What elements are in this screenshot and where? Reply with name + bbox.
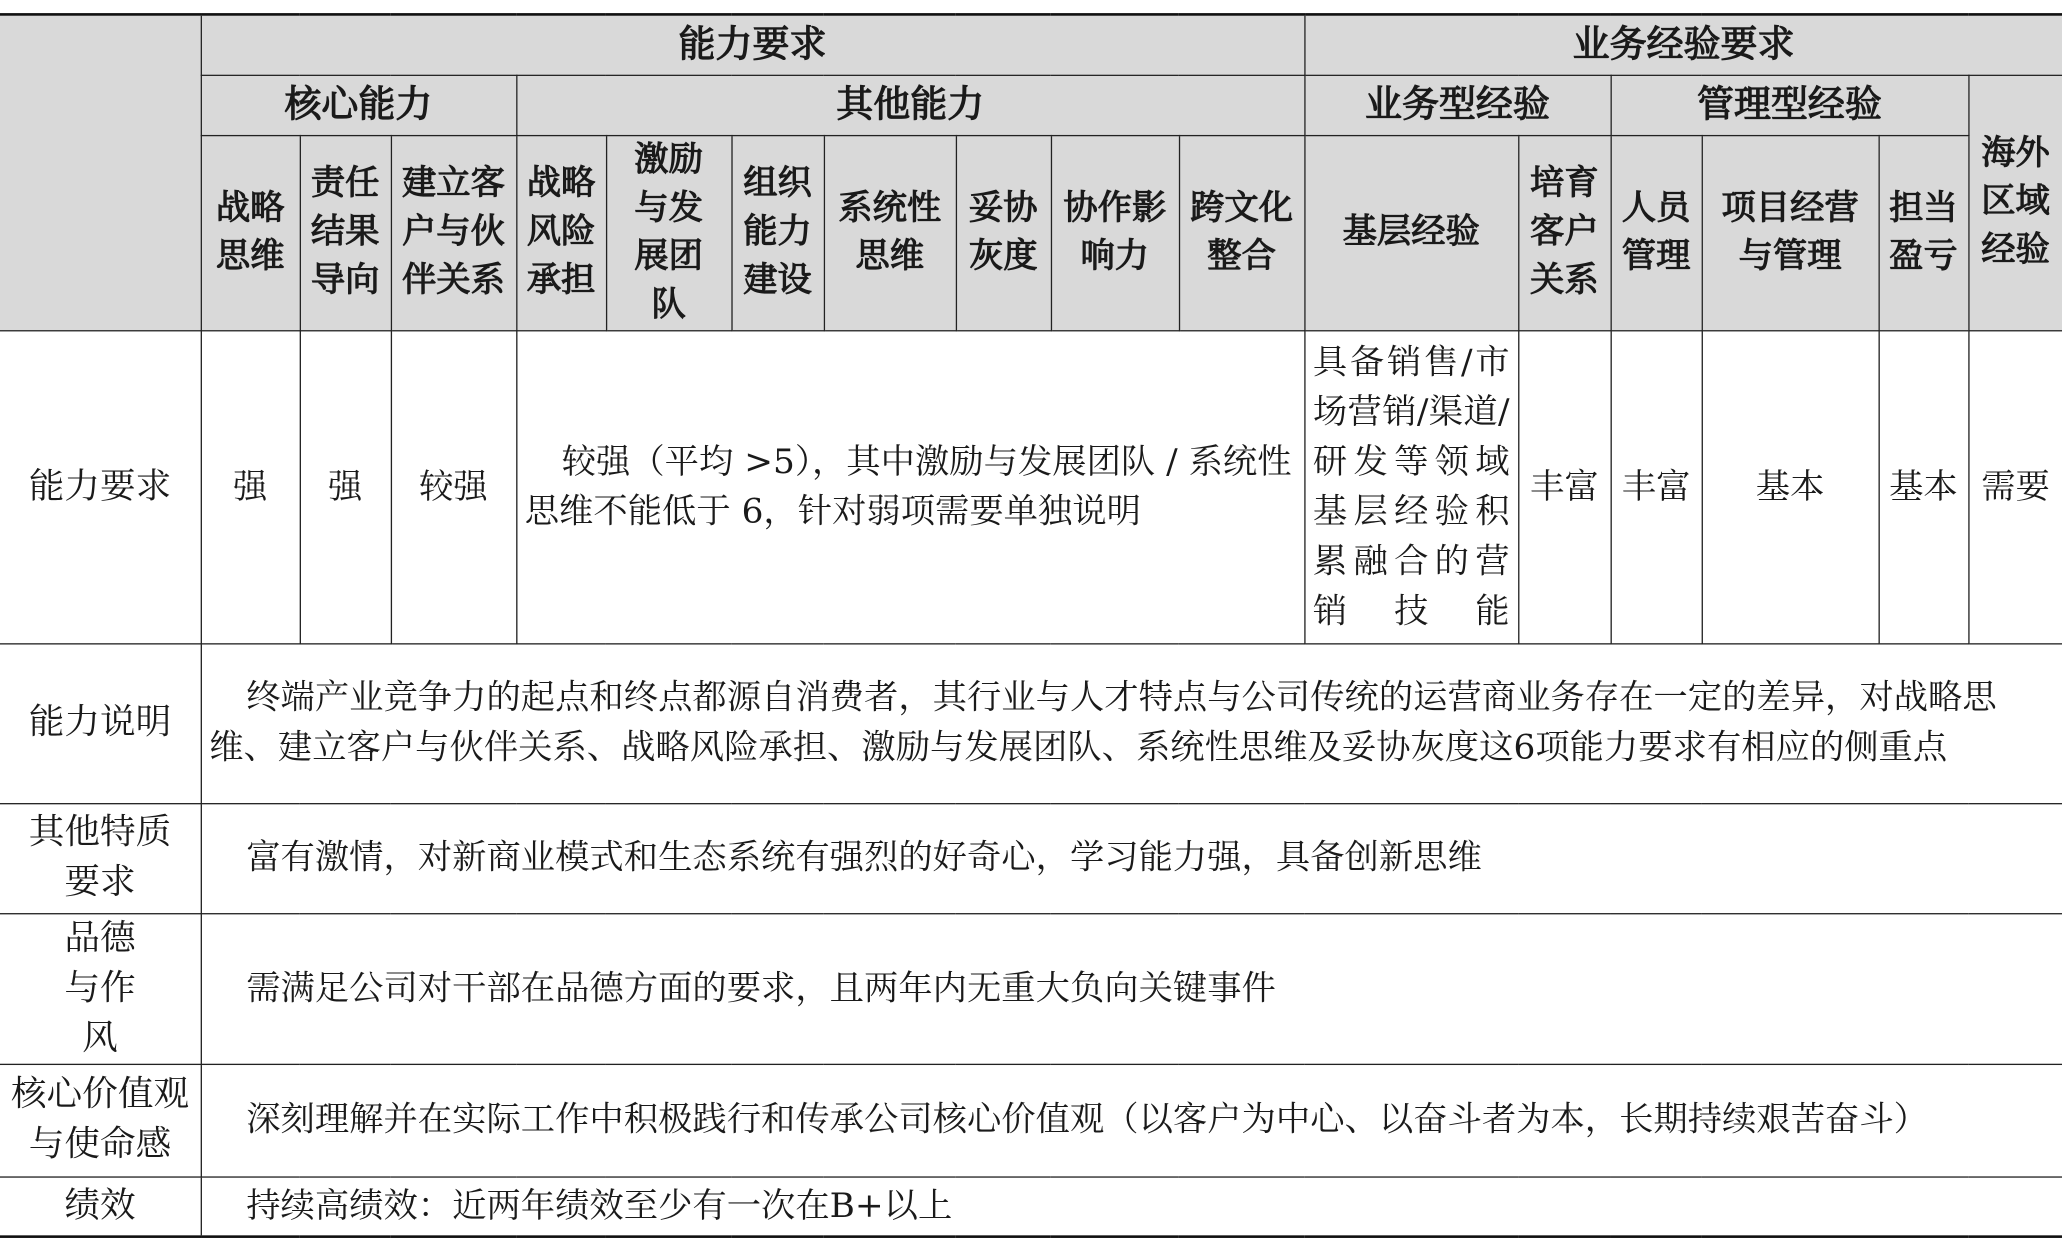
- row-label-ethics: 品德与作风: [0, 913, 201, 1064]
- row-label-explanation: 能力说明: [0, 643, 201, 803]
- col-compromise: 妥协灰度: [956, 135, 1051, 330]
- competency-requirements-table: [0, 13, 2062, 1238]
- values-row: [0, 1064, 2062, 1177]
- row-label-values: 核心价值观与使命感: [0, 1064, 201, 1177]
- value-result-orientation: 强: [300, 330, 391, 643]
- col-strategic-thinking: 战略思维: [201, 135, 300, 330]
- col-project: 项目经营与管理: [1702, 135, 1879, 330]
- other-ability-header: 其他能力: [516, 75, 1304, 135]
- col-cross-culture: 跨文化整合: [1179, 135, 1304, 330]
- header-row-2: [0, 75, 2062, 135]
- ethics-row: [0, 913, 2062, 1064]
- col-pnl: 担当盈亏: [1879, 135, 1969, 330]
- requirement-row: [0, 330, 2062, 643]
- explanation-row: [0, 643, 2062, 803]
- corner-cell: [0, 14, 201, 330]
- performance-row: [0, 1176, 2062, 1236]
- traits-text: 富有激情，对新商业模式和生态系统有强烈的好奇心，学习能力强，具备创新思维: [201, 803, 2062, 913]
- management-experience-header: 管理型经验: [1611, 75, 1969, 135]
- col-partner-relations: 建立客户与伙伴关系: [391, 135, 516, 330]
- ethics-text: 需满足公司对干部在品德方面的要求，且两年内无重大负向关键事件: [201, 913, 2062, 1064]
- core-ability-header: 核心能力: [201, 75, 517, 135]
- col-collaboration: 协作影响力: [1051, 135, 1179, 330]
- value-strategic-thinking: 强: [201, 330, 300, 643]
- value-personnel: 丰富: [1611, 330, 1702, 643]
- row-label-requirement: 能力要求: [0, 330, 201, 643]
- header-row-3: [0, 135, 2062, 330]
- col-motivate-team: 激励与发展团队: [606, 135, 731, 330]
- col-strategic-risk: 战略风险承担: [516, 135, 606, 330]
- ability-requirements-header: 能力要求: [201, 14, 1305, 74]
- col-org-capability: 组织能力建设: [731, 135, 823, 330]
- col-systematic-thinking: 系统性思维: [824, 135, 956, 330]
- header-row-1: [0, 14, 2062, 74]
- experience-requirements-header: 业务经验要求: [1304, 14, 2062, 74]
- value-other-abilities: 较强（平均 >5），其中激励与发展团队 / 系统性思维不能低于 6，针对弱项需要单独说明: [516, 330, 1304, 643]
- value-project: 基本: [1702, 330, 1879, 643]
- col-personnel: 人员管理: [1611, 135, 1702, 330]
- overseas-experience-header: 海外区域经验: [1968, 75, 2062, 330]
- business-experience-header: 业务型经验: [1304, 75, 1610, 135]
- value-pnl: 基本: [1879, 330, 1969, 643]
- performance-text: 持续高绩效：近两年绩效至少有一次在B+以上: [201, 1176, 2062, 1236]
- value-partner-relations: 较强: [391, 330, 516, 643]
- row-label-traits: 其他特质要求: [0, 803, 201, 913]
- value-customer-relation: 丰富: [1518, 330, 1610, 643]
- explanation-text: 终端产业竞争力的起点和终点都源自消费者，其行业与人才特点与公司传统的运营商业务存在一定的差异，对战略思维、建立客户与伙伴关系、战略风险承担、激励与发展团队、系统性思维及妥协灰度这6项能力要求有相应的侧重点: [201, 643, 2062, 803]
- value-overseas: 需要: [1968, 330, 2062, 643]
- row-label-performance: 绩效: [0, 1176, 201, 1236]
- traits-row: [0, 803, 2062, 913]
- col-customer-relation: 培育客户关系: [1518, 135, 1610, 330]
- col-grassroots: 基层经验: [1304, 135, 1518, 330]
- value-grassroots: 具备销售/市场营销/渠道/研发等领域基层经验积累融合的营销技能: [1304, 330, 1518, 643]
- col-result-orientation: 责任结果导向: [300, 135, 391, 330]
- values-text: 深刻理解并在实际工作中积极践行和传承公司核心价值观（以客户为中心、以奋斗者为本，长期持续艰苦奋斗）: [201, 1064, 2062, 1177]
